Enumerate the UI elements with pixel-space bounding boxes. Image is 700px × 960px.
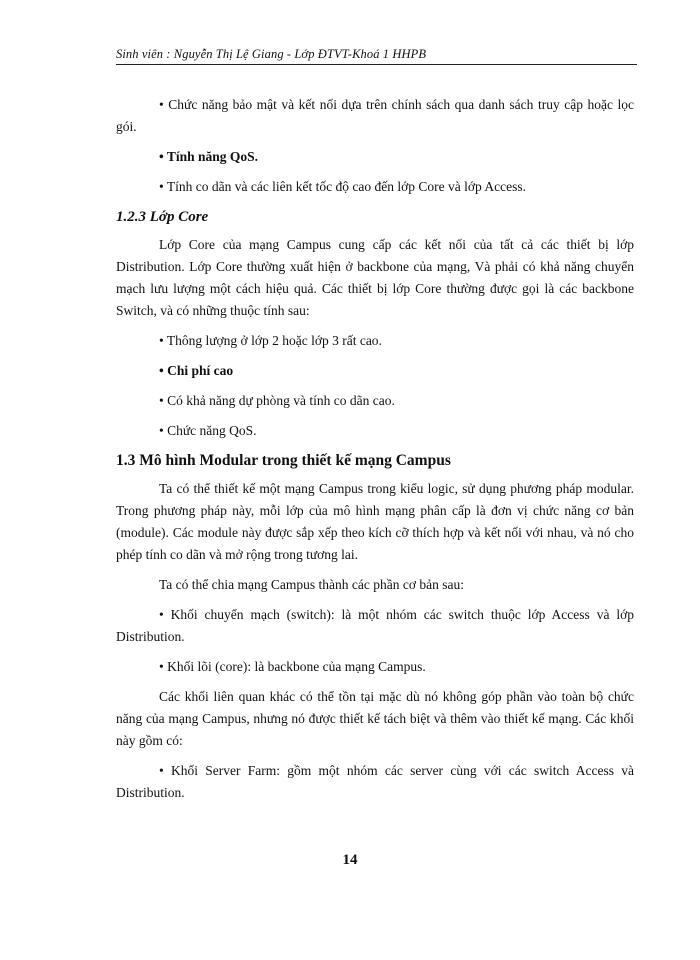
bullet-qos-function: • Chức năng QoS. (159, 423, 257, 438)
section-heading-core-layer: 1.2.3 Lớp Core (116, 209, 209, 225)
bullet-scalability-links: • Tính co dãn và các liên kết tốc độ cao đến lớp Core và lớp Access. (159, 179, 527, 194)
bullet-redundancy: • Có khả năng dự phòng và tính co dãn cao. (159, 393, 395, 408)
bullet-high-throughput: • Thông lượng ở lớp 2 hoặc lớp 3 rất cao. (159, 333, 382, 348)
bullet-security-function: • Chức năng bảo mật và kết nối dựa trên chính sách qua danh sách truy cập hoặc lọc gói. (116, 97, 634, 134)
paragraph-other-blocks: Các khối liên quan khác có thể tồn tại mặc dù nó không góp phần vào toàn bộ chức năng của mạng Campus, nhưng nó được thiết kế tách biệt và thêm vào thiết kế mạng. Các khối này gồm có: (116, 689, 634, 748)
running-header: Sinh viên : Nguyễn Thị Lệ Giang - Lớp ĐTVT-Khoá 1 HHPB (116, 47, 637, 65)
bullet-qos-feature: • Tính năng QoS. (159, 149, 259, 164)
bullet-switch-block: • Khối chuyển mạch (switch): là một nhóm các switch thuộc lớp Access và lớp Distribution. (116, 607, 634, 644)
page-number: 14 (342, 852, 358, 868)
paragraph-modular-design: Ta có thể thiết kế một mạng Campus trong kiểu logic, sử dụng phương pháp modular. Trong phương pháp này, mỗi lớp của mô hình mạng phân cấp là đơn vị chức năng cơ bản (module). Các module này được sắp xếp theo kích cỡ thích hợp và kết nối với nhau, và nó cho phép tính co dãn và mở rộng trong tương lai. (116, 481, 634, 562)
paragraph-core-layer: Lớp Core của mạng Campus cung cấp các kết nối của tất cả các thiết bị lớp Distribution. Lớp Core thường xuất hiện ở backbone của mạng, Và phải có khả năng chuyển mạch lưu lượng một cách hiệu quả. Các thiết bị lớp Core thường được gọi là các backbone Switch, và có những thuộc tính sau: (116, 237, 634, 318)
bullet-core-block: • Khối lõi (core): là backbone của mạng Campus. (159, 659, 426, 674)
section-heading-modular-model: 1.3 Mô hình Modular trong thiết kế mạng Campus (116, 452, 451, 469)
page-content (116, 94, 634, 812)
bullet-high-cost: • Chi phí cao (159, 363, 234, 378)
paragraph-campus-parts: Ta có thể chia mạng Campus thành các phần cơ bản sau: (159, 577, 464, 592)
bullet-server-farm: • Khối Server Farm: gồm một nhóm các server cùng với các switch Access và Distribution. (116, 763, 634, 800)
